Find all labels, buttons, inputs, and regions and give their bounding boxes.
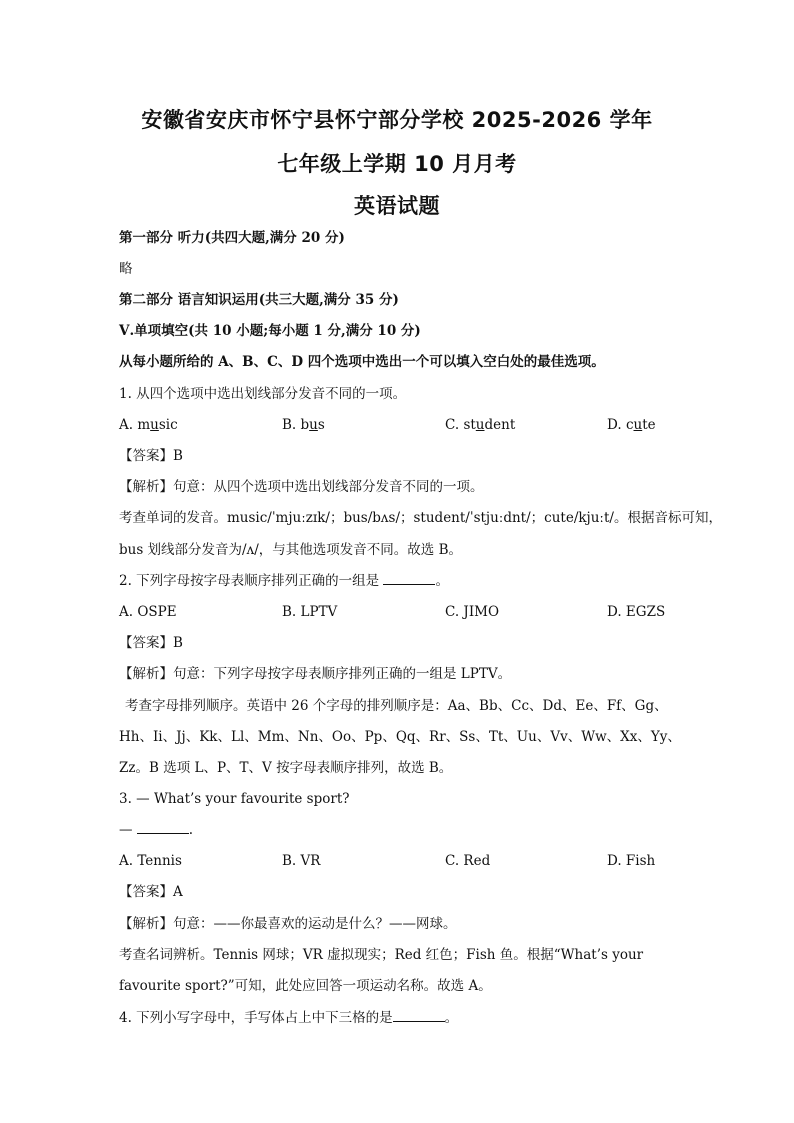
q2-analysis-2: 考查字母排列顺序。英语中 26 个字母的排列顺序是：Aa、Bb、Cc、Dd、Ee、Ff、Gg、: [125, 698, 668, 714]
q1-option-c: C. student: [445, 417, 516, 433]
q3-option-b: B. VR: [282, 853, 321, 869]
q3-analysis-2: 考查名词辨析。Tennis 网球；VR 虚拟现实；Red 红色；Fish 鱼。根据“What’s your: [119, 947, 644, 963]
q2-analysis-1: 【解析】句意：下列字母按字母表顺序排列正确的一组是 LPTV。: [119, 666, 512, 682]
q1-analysis-1: 【解析】句意：从四个选项中选出划线部分发音不同的一项。: [119, 479, 484, 495]
q2-option-b: B. LPTV: [282, 604, 338, 620]
q3-analysis-3: favourite sport?”可知，此处应回答一项运动名称。故选 A。: [119, 978, 492, 994]
q1-answer: 【答案】B: [119, 448, 183, 464]
q3-analysis-1: 【解析】句意：——你最喜欢的运动是什么？——网球。: [119, 916, 457, 932]
q1-option-d: D. cute: [607, 417, 656, 433]
q1-option-b: B. bus: [282, 417, 325, 433]
q3-option-a: A. Tennis: [119, 853, 182, 869]
question-3-stem: 3. — What’s your favourite sport?: [119, 791, 350, 807]
q2-option-c: C. JIMO: [445, 604, 500, 620]
q2-option-d: D. EGZS: [607, 604, 666, 620]
part1-heading: 第一部分 听力(共四大题,满分 20 分): [119, 230, 345, 246]
question-4-stem: 4. 下列小写字母中，手写体占上中下三格的是 。: [119, 1010, 459, 1026]
q1-analysis-2: 考查单词的发音。music/ˈmjuːzɪk/；bus/bʌs/；student/ˈstjuːdnt/；cute/kjuːt/。根据音标可知，: [119, 510, 722, 526]
q3-response-line: — .: [119, 822, 194, 838]
title-line-1: 安徽省安庆市怀宁县怀宁部分学校 2025-2026 学年: [141, 108, 653, 132]
part1-note: 略: [119, 261, 133, 277]
title-line-3: 英语试题: [354, 194, 440, 218]
q3-answer: 【答案】A: [119, 884, 183, 900]
q2-analysis-3: Hh、Ii、Jj、Kk、Ll、Mm、Nn、Oo、Pp、Qq、Rr、Ss、Tt、Uu、Vv、Ww、Xx、Yy、: [119, 729, 681, 745]
q3-option-d: D. Fish: [607, 853, 656, 869]
answer-blank: [137, 821, 189, 834]
q3-option-c: C. Red: [445, 853, 491, 869]
q2-analysis-4: Zz。B 选项 L、P、T、V 按字母表顺序排列，故选 B。: [119, 760, 453, 776]
q1-option-a: A. music: [119, 417, 178, 433]
q1-analysis-3: bus 划线部分发音为/ʌ/，与其他选项发音不同。故选 B。: [119, 542, 462, 558]
question-1-stem: 1. 从四个选项中选出划线部分发音不同的一项。: [119, 386, 407, 402]
q2-answer: 【答案】B: [119, 635, 183, 651]
answer-blank: [383, 572, 435, 585]
part2-heading: 第二部分 语言知识运用(共三大题,满分 35 分): [119, 292, 399, 308]
title-line-2: 七年级上学期 10 月月考: [277, 152, 517, 176]
section-instruction: 从每小题所给的 A、B、C、D 四个选项中选出一个可以填入空白处的最佳选项。: [119, 354, 605, 370]
section-v-heading: Ⅴ.单项填空(共 10 小题;每小题 1 分,满分 10 分): [119, 323, 421, 339]
answer-blank: [393, 1009, 445, 1022]
q2-option-a: A. OSPE: [119, 604, 177, 620]
question-2-stem: 2. 下列字母按字母表顺序排列正确的一组是 。: [119, 573, 449, 589]
